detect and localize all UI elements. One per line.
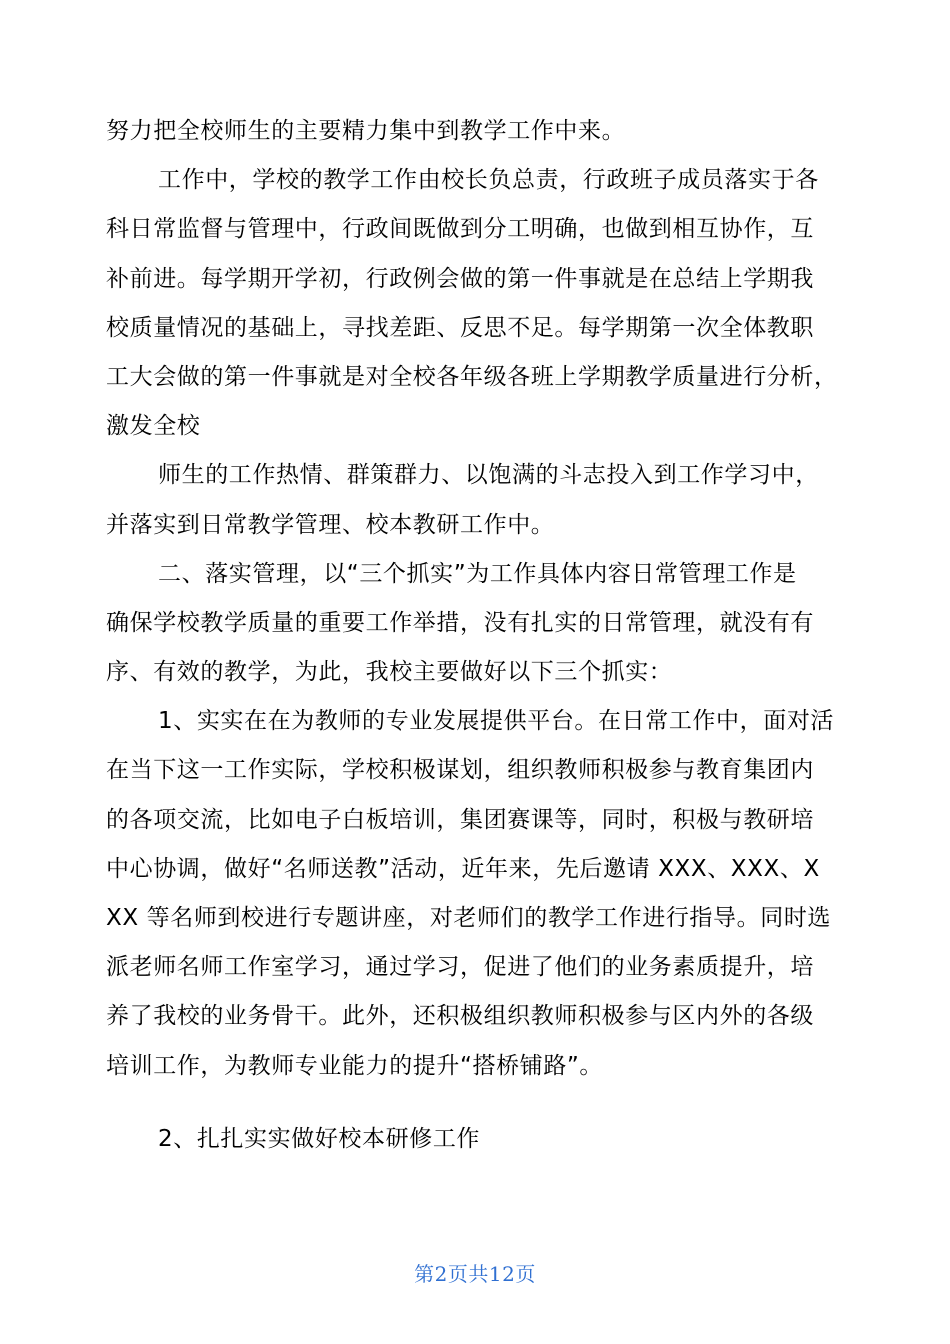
text-line: 序、有效的教学，为此，我校主要做好以下三个抓实： bbox=[106, 659, 673, 686]
text-line: 1、实实在在为教师的专业发展提供平台。在日常工作中，面对活 bbox=[158, 708, 835, 735]
text-line: 的各项交流，比如电子白板培训，集团赛课等，同时，积极与教研培 bbox=[106, 806, 814, 833]
text-line: 在当下这一工作实际，学校积极谋划，组织教师积极参与教育集团内 bbox=[106, 757, 814, 784]
text-line: 并落实到日常教学管理、校本教研工作中。 bbox=[106, 511, 555, 538]
text-line: 培训工作，为教师专业能力的提升“搭桥铺路”。 bbox=[106, 1052, 604, 1079]
text-line: 工大会做的第一件事就是对全校各年级各班上学期教学质量进行分析， bbox=[106, 363, 838, 390]
text-line: 补前进。每学期开学初，行政例会做的第一件事就是在总结上学期我 bbox=[106, 265, 814, 292]
text-line: 努力把全校师生的主要精力集中到教学工作中来。 bbox=[106, 118, 626, 144]
text-line: 中心协调，做好“名师送教”活动，近年来，先后邀请 XXX、XXX、X bbox=[106, 855, 820, 882]
text-line: 派老师名师工作室学习，通过学习，促进了他们的业务素质提升，培 bbox=[106, 954, 814, 981]
page-footer: 第2页共12页 bbox=[414, 1262, 536, 1286]
text-line: 科日常监督与管理中，行政间既做到分工明确，也做到相互协作，互 bbox=[106, 216, 814, 243]
text-line: 2、扎扎实实做好校本研修工作 bbox=[158, 1125, 481, 1152]
text-line: 师生的工作热情、群策群力、以饱满的斗志投入到工作学习中， bbox=[158, 462, 819, 489]
text-line: 校质量情况的基础上，寻找差距、反思不足。每学期第一次全体教职 bbox=[106, 314, 814, 341]
document-body bbox=[106, 113, 846, 1170]
text-line: XX 等名师到校进行专题讲座，对老师们的教学工作进行指导。同时选 bbox=[106, 905, 832, 931]
text-line: 确保学校教学质量的重要工作举措，没有扎实的日常管理，就没有有 bbox=[106, 609, 814, 636]
text-line: 激发全校 bbox=[106, 413, 201, 440]
text-line: 养了我校的业务骨干。此外，还积极组织教师积极参与区内外的各级 bbox=[106, 1003, 814, 1030]
text-line: 二、落实管理，以“三个抓实”为工作具体内容日常管理工作是 bbox=[158, 560, 797, 587]
text-line: 工作中，学校的教学工作由校长负总责，行政班子成员落实于各 bbox=[158, 167, 819, 194]
